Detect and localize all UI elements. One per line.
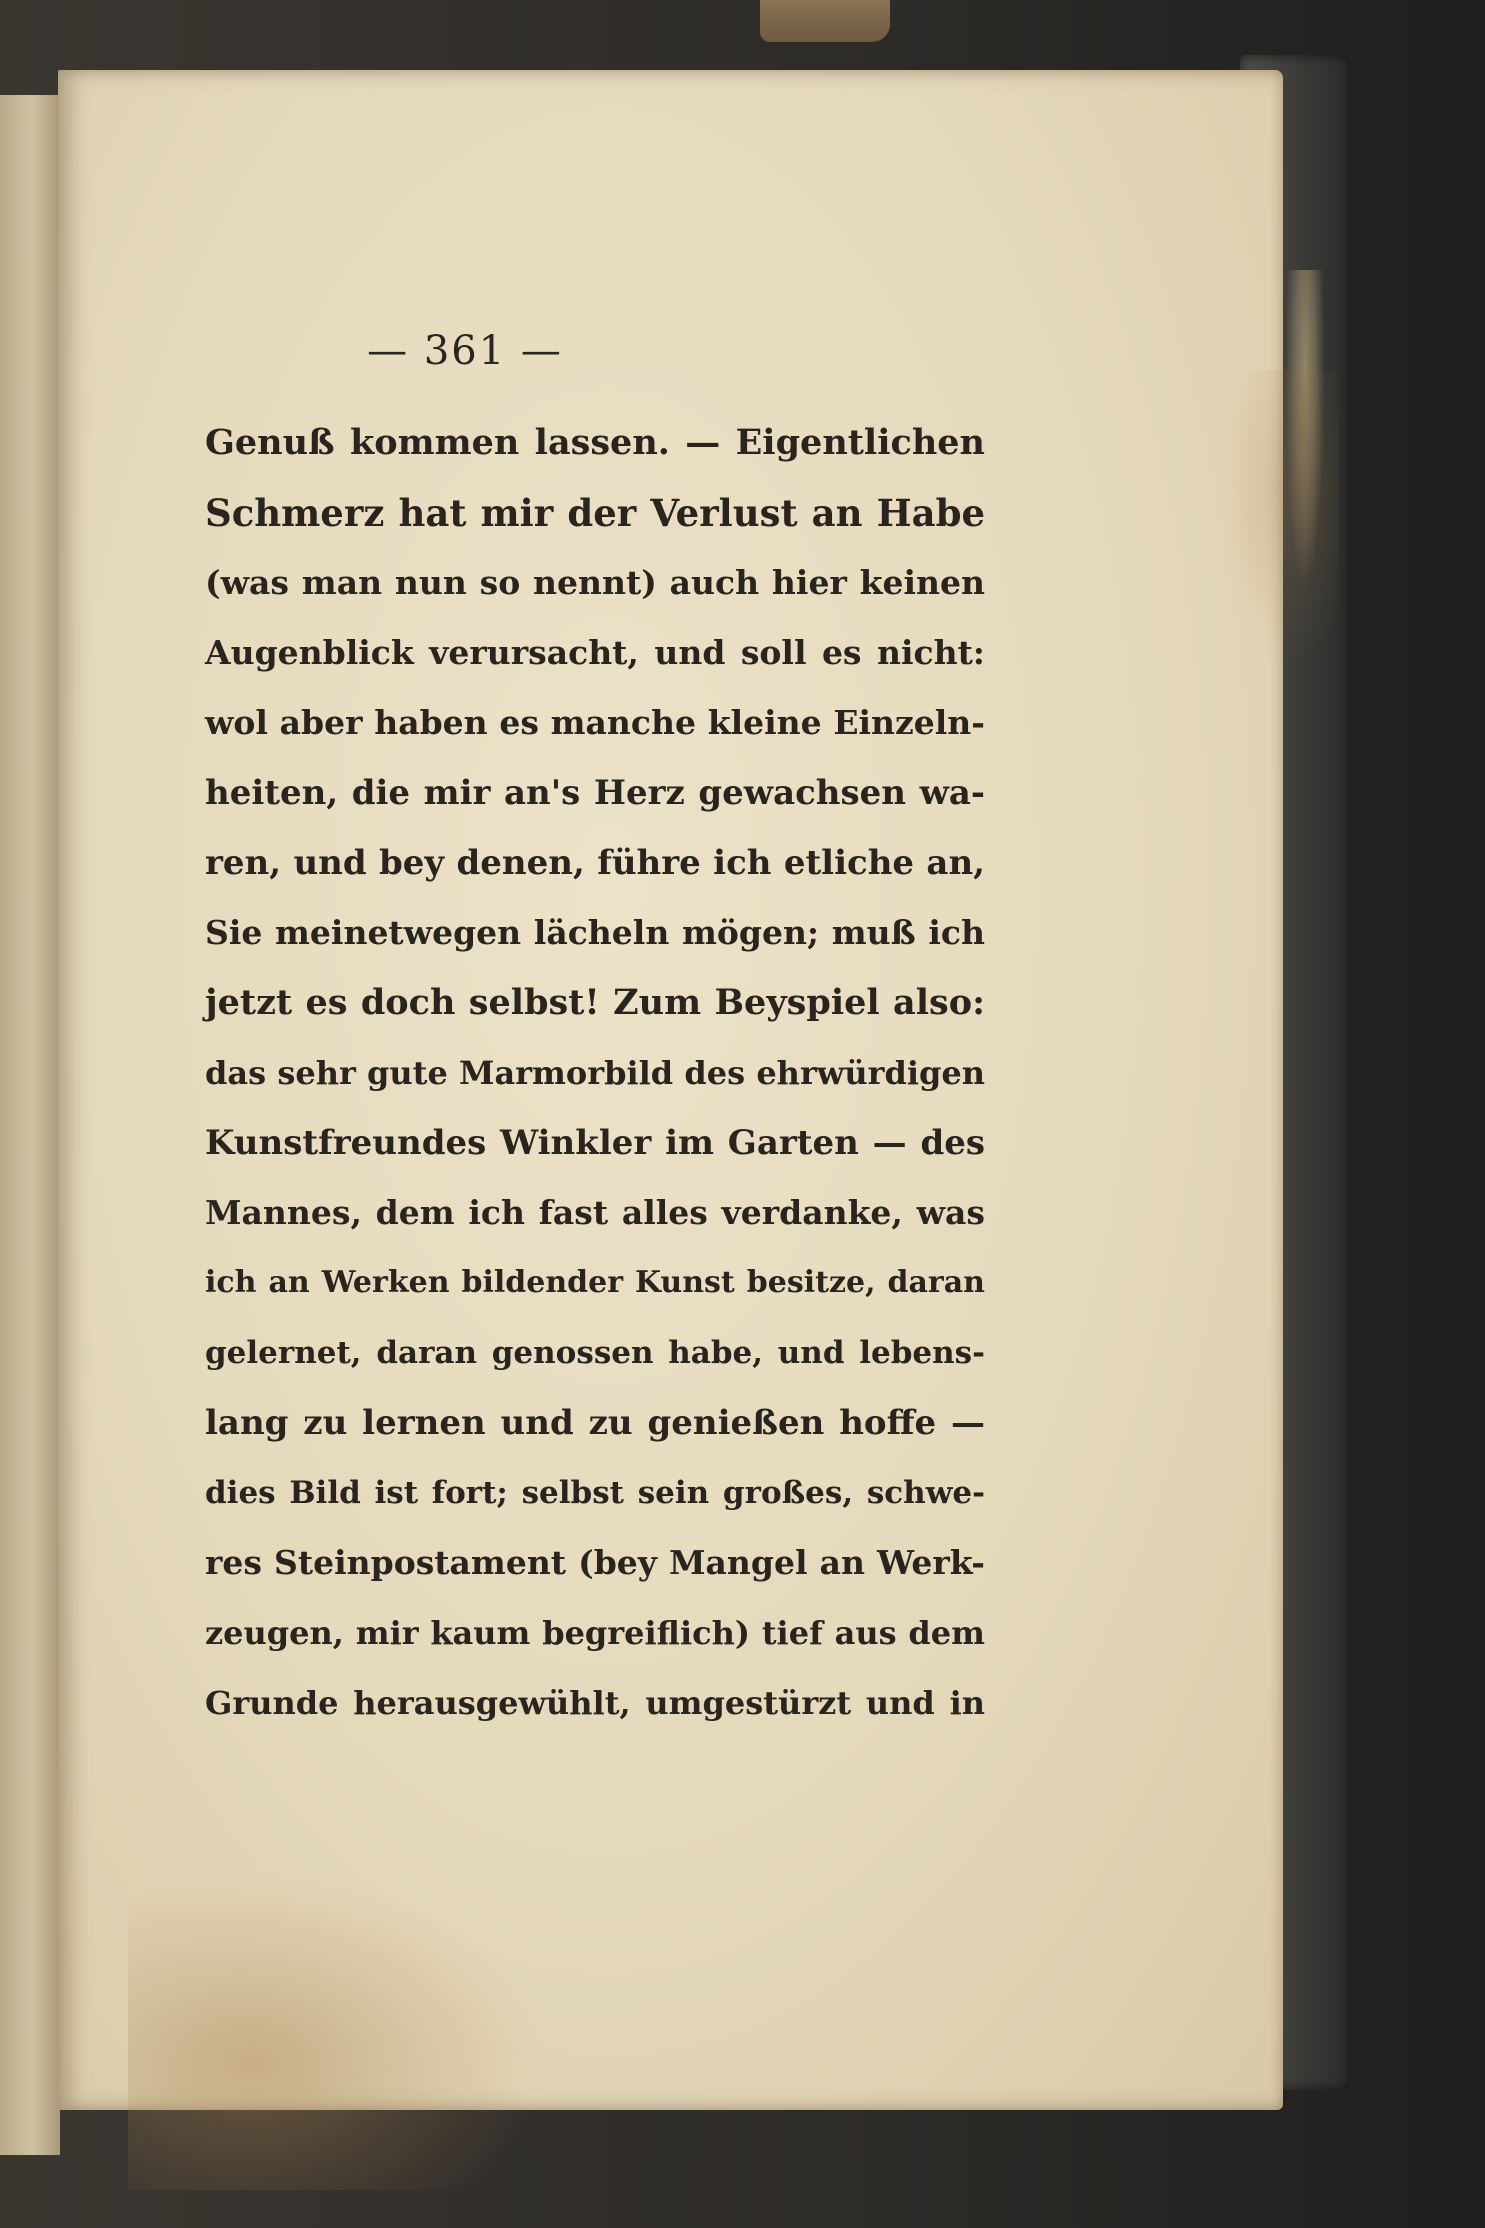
text-line: Mannes, dem ich fast alles verdanke, was — [205, 1193, 985, 1232]
facing-page-edge — [0, 95, 60, 2155]
text-line: jetzt es doch selbst! Zum Beyspiel also: — [205, 982, 985, 1023]
text-line: gelernet, daran genossen habe, und lebens- — [205, 1335, 985, 1371]
text-line: zeugen, mir kaum begreiflich) tief aus dem — [205, 1614, 985, 1652]
text-line: res Steinpostament (bey Mangel an Werk- — [205, 1543, 985, 1582]
page-text — [205, 412, 985, 1742]
page-number: — 361 — — [367, 328, 563, 374]
text-line: (was man nun so nennt) auch hier keinen — [205, 563, 985, 602]
text-line: Schmerz hat mir der Verlust an Habe — [205, 491, 985, 535]
paper-tab — [760, 0, 890, 42]
text-line: Grunde herausgewühlt, umgestürzt und in — [205, 1684, 985, 1722]
text-line: wol aber haben es manche kleine Einzeln- — [205, 703, 985, 742]
text-line: Genuß kommen lassen. — Eigentlichen — [205, 422, 985, 463]
page-stain — [1218, 370, 1338, 670]
page-stain — [128, 1870, 548, 2190]
text-line: das sehr gute Marmorbild des ehrwürdigen — [205, 1054, 985, 1092]
text-line: Augenblick verursacht, und soll es nicht: — [205, 633, 985, 672]
text-line: ich an Werken bildender Kunst besitze, daran — [205, 1265, 985, 1300]
text-line: Sie meinetwegen lächeln mögen; muß ich — [205, 913, 985, 952]
text-line: heiten, die mir an's Herz gewachsen wa- — [205, 773, 985, 813]
text-line: lang zu lernen und zu genießen hoffe — — [205, 1403, 985, 1443]
text-line: ren, und bey denen, führe ich etliche an, — [205, 843, 985, 883]
text-line: Kunstfreundes Winkler im Garten — des — [205, 1123, 985, 1163]
text-line: dies Bild ist fort; selbst sein großes, schwe- — [205, 1475, 985, 1511]
